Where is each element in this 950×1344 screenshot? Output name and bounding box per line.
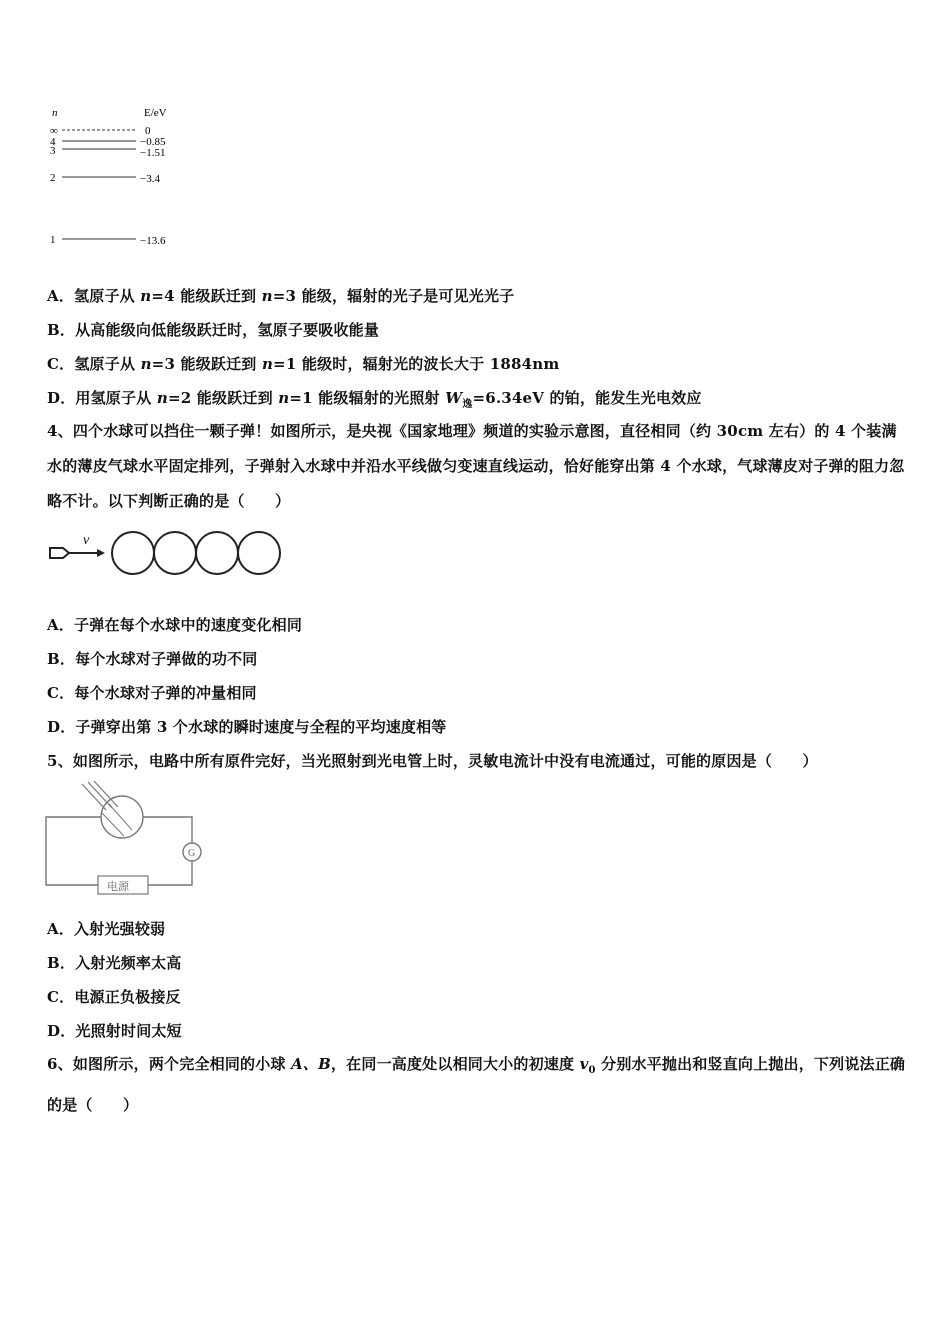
q4-stem: 4、四个水球可以挡住一颗子弹！如图所示，是央视《国家地理》频道的实验示意图，直径相同（约 30cm 左右）的 4 个装满水的薄皮气球水平固定排列，子弹射入水球中并沿水平线做匀变速直线运动，恰好能穿出第 4 个水球，气球薄皮对子弹的阻力忽略不计。以下判断正确的是（ ） xyxy=(47,422,905,510)
bullet-icon xyxy=(50,548,69,558)
water-balls-figure xyxy=(45,528,290,580)
q5-option-b: B．入射光频率太高 xyxy=(47,954,182,972)
circuit-wire-left xyxy=(46,817,101,885)
level-inf-n: ∞ xyxy=(50,125,58,137)
galvanometer-label: G xyxy=(188,848,196,859)
water-ball-2 xyxy=(154,532,196,574)
q5-option-a: A．入射光强较弱 xyxy=(47,920,166,938)
level-1-e: −13.6 xyxy=(140,235,166,247)
q6-stem: 6、如图所示，两个完全相同的小球 A、B，在同一高度处以相同大小的初速度 $v_0$ 分别水平抛出和竖直向上抛出，下列说法正确的是（ ） xyxy=(47,1055,906,1114)
circuit-wire-right-bottom xyxy=(148,861,192,885)
q4-option-b: B．每个水球对子弹做的功不同 xyxy=(47,650,258,668)
phototube-cathode xyxy=(109,804,132,830)
phototube-anode xyxy=(102,813,124,836)
water-ball-1 xyxy=(112,532,154,574)
q4-option-c: C．每个水球对子弹的冲量相同 xyxy=(47,684,257,702)
q5-option-d: D．光照射时间太短 xyxy=(47,1022,182,1040)
water-ball-3 xyxy=(196,532,238,574)
n-axis-label: n xyxy=(52,107,58,119)
level-3-e: −1.51 xyxy=(140,147,166,159)
level-2-n: 2 xyxy=(50,172,56,184)
q3-option-a: A．氢原子从 n=4 能级跃迁到 n=3 能级，辐射的光子是可见光光子 xyxy=(47,287,515,305)
q5-stem: 5、如图所示，电路中所有原件完好，当光照射到光电管上时，灵敏电流计中没有电流通过，可能的原因是（ ） xyxy=(47,752,818,770)
q3-option-b: B．从高能级向低能级跃迁时，氢原子要吸收能量 xyxy=(47,321,380,339)
phototube-icon xyxy=(101,796,143,838)
q5-option-c: C．电源正负极接反 xyxy=(47,988,181,1006)
q3-option-c: C．氢原子从 n=3 能级跃迁到 n=1 能级时，辐射光的波长大于 1884nm xyxy=(47,355,560,373)
water-ball-4 xyxy=(238,532,280,574)
velocity-label: v xyxy=(83,533,90,548)
energy-axis-label: E/eV xyxy=(144,107,167,119)
level-4-n: 4 xyxy=(50,136,56,148)
q4-option-d: D．子弹穿出第 3 个水球的瞬时速度与全程的平均速度相等 xyxy=(47,718,447,736)
velocity-arrowhead xyxy=(97,549,105,557)
level-2-e: −3.4 xyxy=(140,173,160,185)
phototube-circuit-figure xyxy=(44,780,209,898)
level-3-n: 3 xyxy=(50,145,56,157)
circuit-wire-right-top xyxy=(143,817,192,843)
level-4-e: −0.85 xyxy=(140,136,166,148)
power-source-label: 电源 xyxy=(107,881,129,893)
energy-level-diagram xyxy=(40,104,190,252)
q4-option-a: A．子弹在每个水球中的速度变化相同 xyxy=(47,616,303,634)
level-inf-e: 0 xyxy=(145,125,151,137)
level-1-n: 1 xyxy=(50,234,56,246)
q3-option-d: D．用氢原子从 n=2 能级跃迁到 n=1 能级辐射的光照射 $W_逸=6.34eV$ 的铂，能发生光电效应 xyxy=(47,389,702,410)
